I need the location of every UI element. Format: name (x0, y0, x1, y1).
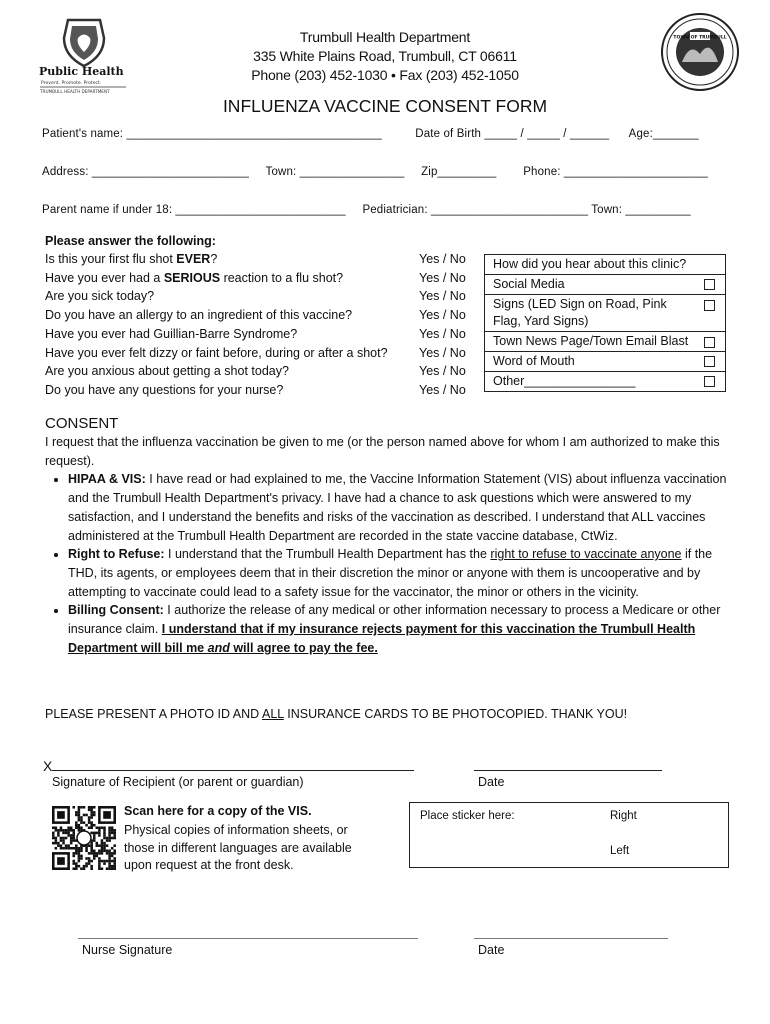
yes-no-option[interactable]: Yes / No (419, 308, 466, 323)
hipaa-item: • HIPAA & VIS: I have read or had explained to me, the Vaccine Information Statement (VIS) about influenza vaccination and the Trumbull Health Department's privacy. I have had a chance to ask questions which were answered to my satisfaction, and I understand the benefits and risks of the vaccination as described. I understand that ALL vaccines administered at the Trumbull Health Department are recorded in the state vaccine database, CtWiz. (68, 470, 735, 545)
sticker-left-label: Left (610, 845, 630, 857)
seal-text: TOWN OF TRUMBULL (673, 35, 727, 41)
yes-no-option[interactable]: Yes / No (419, 270, 466, 285)
checkbox[interactable] (704, 337, 715, 348)
vis-qr-code[interactable] (52, 806, 116, 870)
recipient-date-label: Date (478, 775, 505, 789)
question-text: Do you have an allergy to an ingredient of this vaccine? (45, 308, 353, 323)
logo-tagline: Prevent. Promote. Protect. (41, 81, 102, 86)
yes-no-option[interactable]: Yes / No (419, 345, 466, 360)
photo-id-notice: PLEASE PRESENT A PHOTO ID AND ALL INSURANCE CARDS TO BE PHOTOCOPIED. THANK YOU! (45, 707, 628, 721)
sticker-right-label: Right (610, 810, 637, 822)
sticker-box[interactable] (409, 802, 729, 868)
question-text: Do you have any questions for your nurse? (45, 382, 284, 397)
yes-no-option[interactable]: Yes / No (419, 326, 466, 341)
nurse-signature-label: Nurse Signature (82, 943, 173, 957)
logo-text: Public Health (39, 65, 124, 78)
vis-text: Physical copies of information sheets, or those in different languages are available upon request at the front desk. (124, 823, 352, 872)
question-text: Have you ever had a SERIOUS reaction to a flu shot? (45, 270, 344, 285)
yes-no-option[interactable]: Yes / No (419, 252, 466, 266)
address-info-line[interactable]: Address: ________________________ Town: ________________ Zip_________ Phone: ______________________ (42, 166, 708, 178)
town-seal (660, 12, 740, 92)
yes-no-option[interactable]: Yes / No (419, 364, 466, 379)
recipient-signature-line[interactable] (52, 770, 414, 771)
clinic-option-label: Word of Mouth (493, 354, 575, 368)
logo-subtext: TRUMBULL HEALTH DEPARTMENT (40, 89, 110, 94)
billing-item: • Billing Consent: I authorize the release of any medical or other information necessary to process a Medicare or other insurance claim. I understand that if my insurance rejects payment for this vaccination the Trumbull Health Department will bill me and will agree to pay the fee. (68, 601, 735, 657)
question-text: Are you sick today? (45, 289, 155, 304)
sticker-label: Place sticker here: (420, 810, 515, 822)
yes-no-option[interactable]: Yes / No (419, 382, 466, 397)
clinic-option-row[interactable] (485, 294, 725, 331)
yes-no-option[interactable]: Yes / No (419, 289, 466, 304)
clinic-option-row[interactable] (485, 371, 725, 391)
checkbox[interactable] (704, 300, 715, 311)
checkbox[interactable] (704, 376, 715, 387)
org-address: 335 White Plains Road, Trumbull, CT 06611 (253, 48, 517, 64)
questions-heading: Please answer the following: (45, 234, 216, 248)
consent-body (45, 433, 735, 657)
clinic-box-heading-row (485, 255, 725, 274)
clinic-option-label: Signs (LED Sign on Road, Pink Flag, Yard Signs) (493, 297, 667, 328)
parent-info-line[interactable]: Parent name if under 18: __________________________ Pediatrician: ________________________ Town: __________ (42, 204, 691, 216)
clinic-option-label: Other________________ (493, 374, 636, 388)
signature-x: X (43, 758, 53, 774)
consent-heading: CONSENT (45, 415, 119, 432)
org-phone: Phone (203) 452-1030 • Fax (203) 452-1050 (251, 67, 519, 83)
question-text: Are you anxious about getting a shot today? (45, 364, 289, 379)
consent-intro: I request that the influenza vaccination be given to me (or the person named above for whom I am authorized to make this request). (45, 435, 720, 468)
question-text: Have you ever had Guillian-Barre Syndrome? (45, 326, 298, 341)
vis-heading: Scan here for a copy of the VIS. (124, 804, 312, 818)
public-health-logo (38, 16, 130, 96)
nurse-signature-line[interactable] (78, 938, 418, 939)
clinic-option-label: Social Media (493, 277, 565, 291)
clinic-option-label: Town News Page/Town Email Blast (493, 334, 689, 348)
checkbox[interactable] (704, 279, 715, 290)
clinic-source-box (484, 254, 726, 392)
question-text: Have you ever felt dizzy or faint before, during or after a shot? (45, 345, 388, 360)
clinic-option-row[interactable] (485, 274, 725, 294)
nurse-date-label: Date (478, 943, 505, 957)
org-name: Trumbull Health Department (299, 29, 471, 45)
clinic-box-heading: How did you hear about this clinic? (493, 257, 687, 271)
patient-info-line[interactable]: Patient's name: _______________________________________ Date of Birth _____ / _____ / ______ Age:_______ (42, 128, 699, 140)
question-text: Is this your first flu shot EVER? (45, 252, 218, 266)
form-title: INFLUENZA VACCINE CONSENT FORM (222, 96, 548, 116)
checkbox[interactable] (704, 356, 715, 367)
clinic-option-row[interactable] (485, 351, 725, 371)
refuse-item: • Right to Refuse: I understand that the Trumbull Health Department has the right to refuse to vaccinate anyone if the THD, its agents, or employees deem that in their discretion the minor or anyone with them is uncooperative and by attempting to vaccinate could lead to a safety issue for the vaccinator, the minor or others in the vicinity. (68, 545, 735, 601)
nurse-date-line[interactable] (474, 938, 668, 939)
clinic-option-row[interactable] (485, 331, 725, 351)
recipient-signature-label: Signature of Recipient (or parent or guardian) (52, 775, 304, 789)
recipient-date-line[interactable] (474, 770, 662, 771)
